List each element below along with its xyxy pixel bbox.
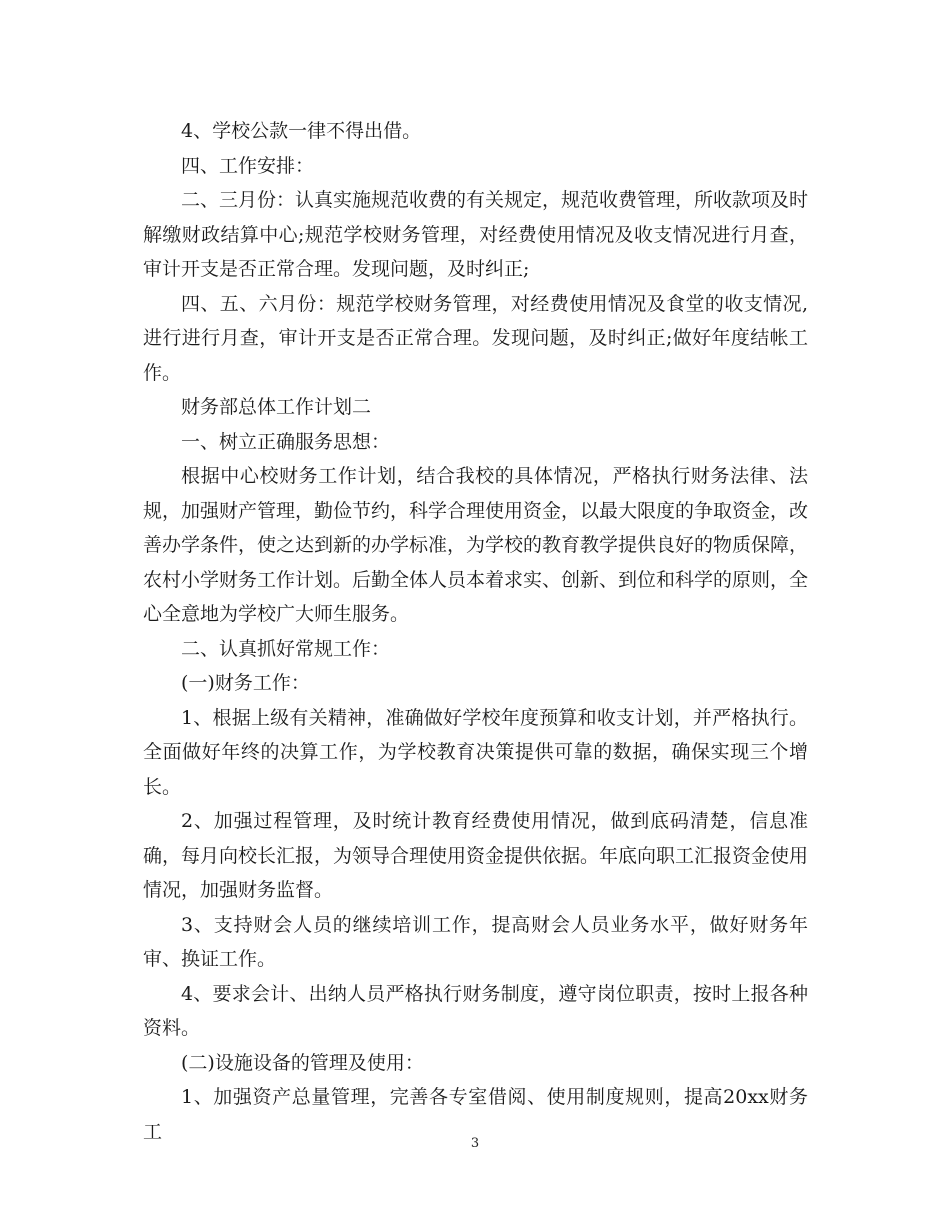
paragraph-feb-mar: 二、三月份：认真实施规范收费的有关规定，规范收费管理，所收款项及时解缴财政结算中心;规范学校财务管理，对经费使用情况及收支情况进行月查，审计开支是否正常合理。发现问题，及时纠正; (143, 189, 809, 280)
subheading-facilities: (二)设施设备的管理及使用： (181, 1051, 424, 1074)
heading-service-thinking: 一、树立正确服务思想： (181, 430, 391, 453)
paragraph-public-funds: 4、学校公款一律不得出借。 (181, 120, 422, 142)
subheading-finance-work: (一)财务工作： (181, 672, 310, 694)
paragraph-service-thinking: 根据中心校财务工作计划，结合我校的具体情况，严格执行财务法律、法规，加强财产管理，勤俭节约，科学合理使用资金，以最大限度的争取资金，改善办学条件，使之达到新的办学标准，为学校的教育教学提供良好的物质保障，农村小学财务工作计划。后勤全体人员本着求实、创新、到位和科学的原则，全心全意地为学校广大师生服务。 (143, 465, 809, 625)
heading-work-arrangement: 四、工作安排： (181, 154, 315, 177)
paragraph-item-4: 4、要求会计、出纳人员严格执行财务制度，遵守岗位职责，按时上报各种资料。 (143, 982, 808, 1039)
paragraph-item-2: 2、加强过程管理，及时统计教育经费使用情况，做到底码清楚，信息准确，每月向校长汇报，为领导合理使用资金提供依据。年底向职工汇报资金使用情况，加强财务监督。 (143, 810, 809, 901)
paragraph-item-3: 3、支持财会人员的继续培训工作，提高财会人员业务水平，做好财务年审、换证工作。 (143, 913, 808, 970)
page-number: 3 (470, 1136, 480, 1151)
document-body (143, 114, 808, 1149)
heading-routine-work: 二、认真抓好常规工作： (181, 637, 391, 660)
paragraph-item-1: 1、根据上级有关精神，准确做好学校年度预算和收支计划，并严格执行。全面做好年终的决算工作，为学校教育决策提供可靠的数据，确保实现三个增长。 (143, 706, 808, 798)
paragraph-apr-may-jun: 四、五、六月份：规范学校财务管理，对经费使用情况及食堂的收支情况,进行进行月查，审计开支是否正常合理。发现问题，及时纠正;做好年度结帐工作。 (143, 292, 808, 384)
paragraph-facilities-item-1: 1、加强资产总量管理，完善各专室借阅、使用制度规则，提高20xx财务工 (143, 1086, 808, 1143)
section-title-plan-two: 财务部总体工作计划二 (181, 396, 372, 418)
